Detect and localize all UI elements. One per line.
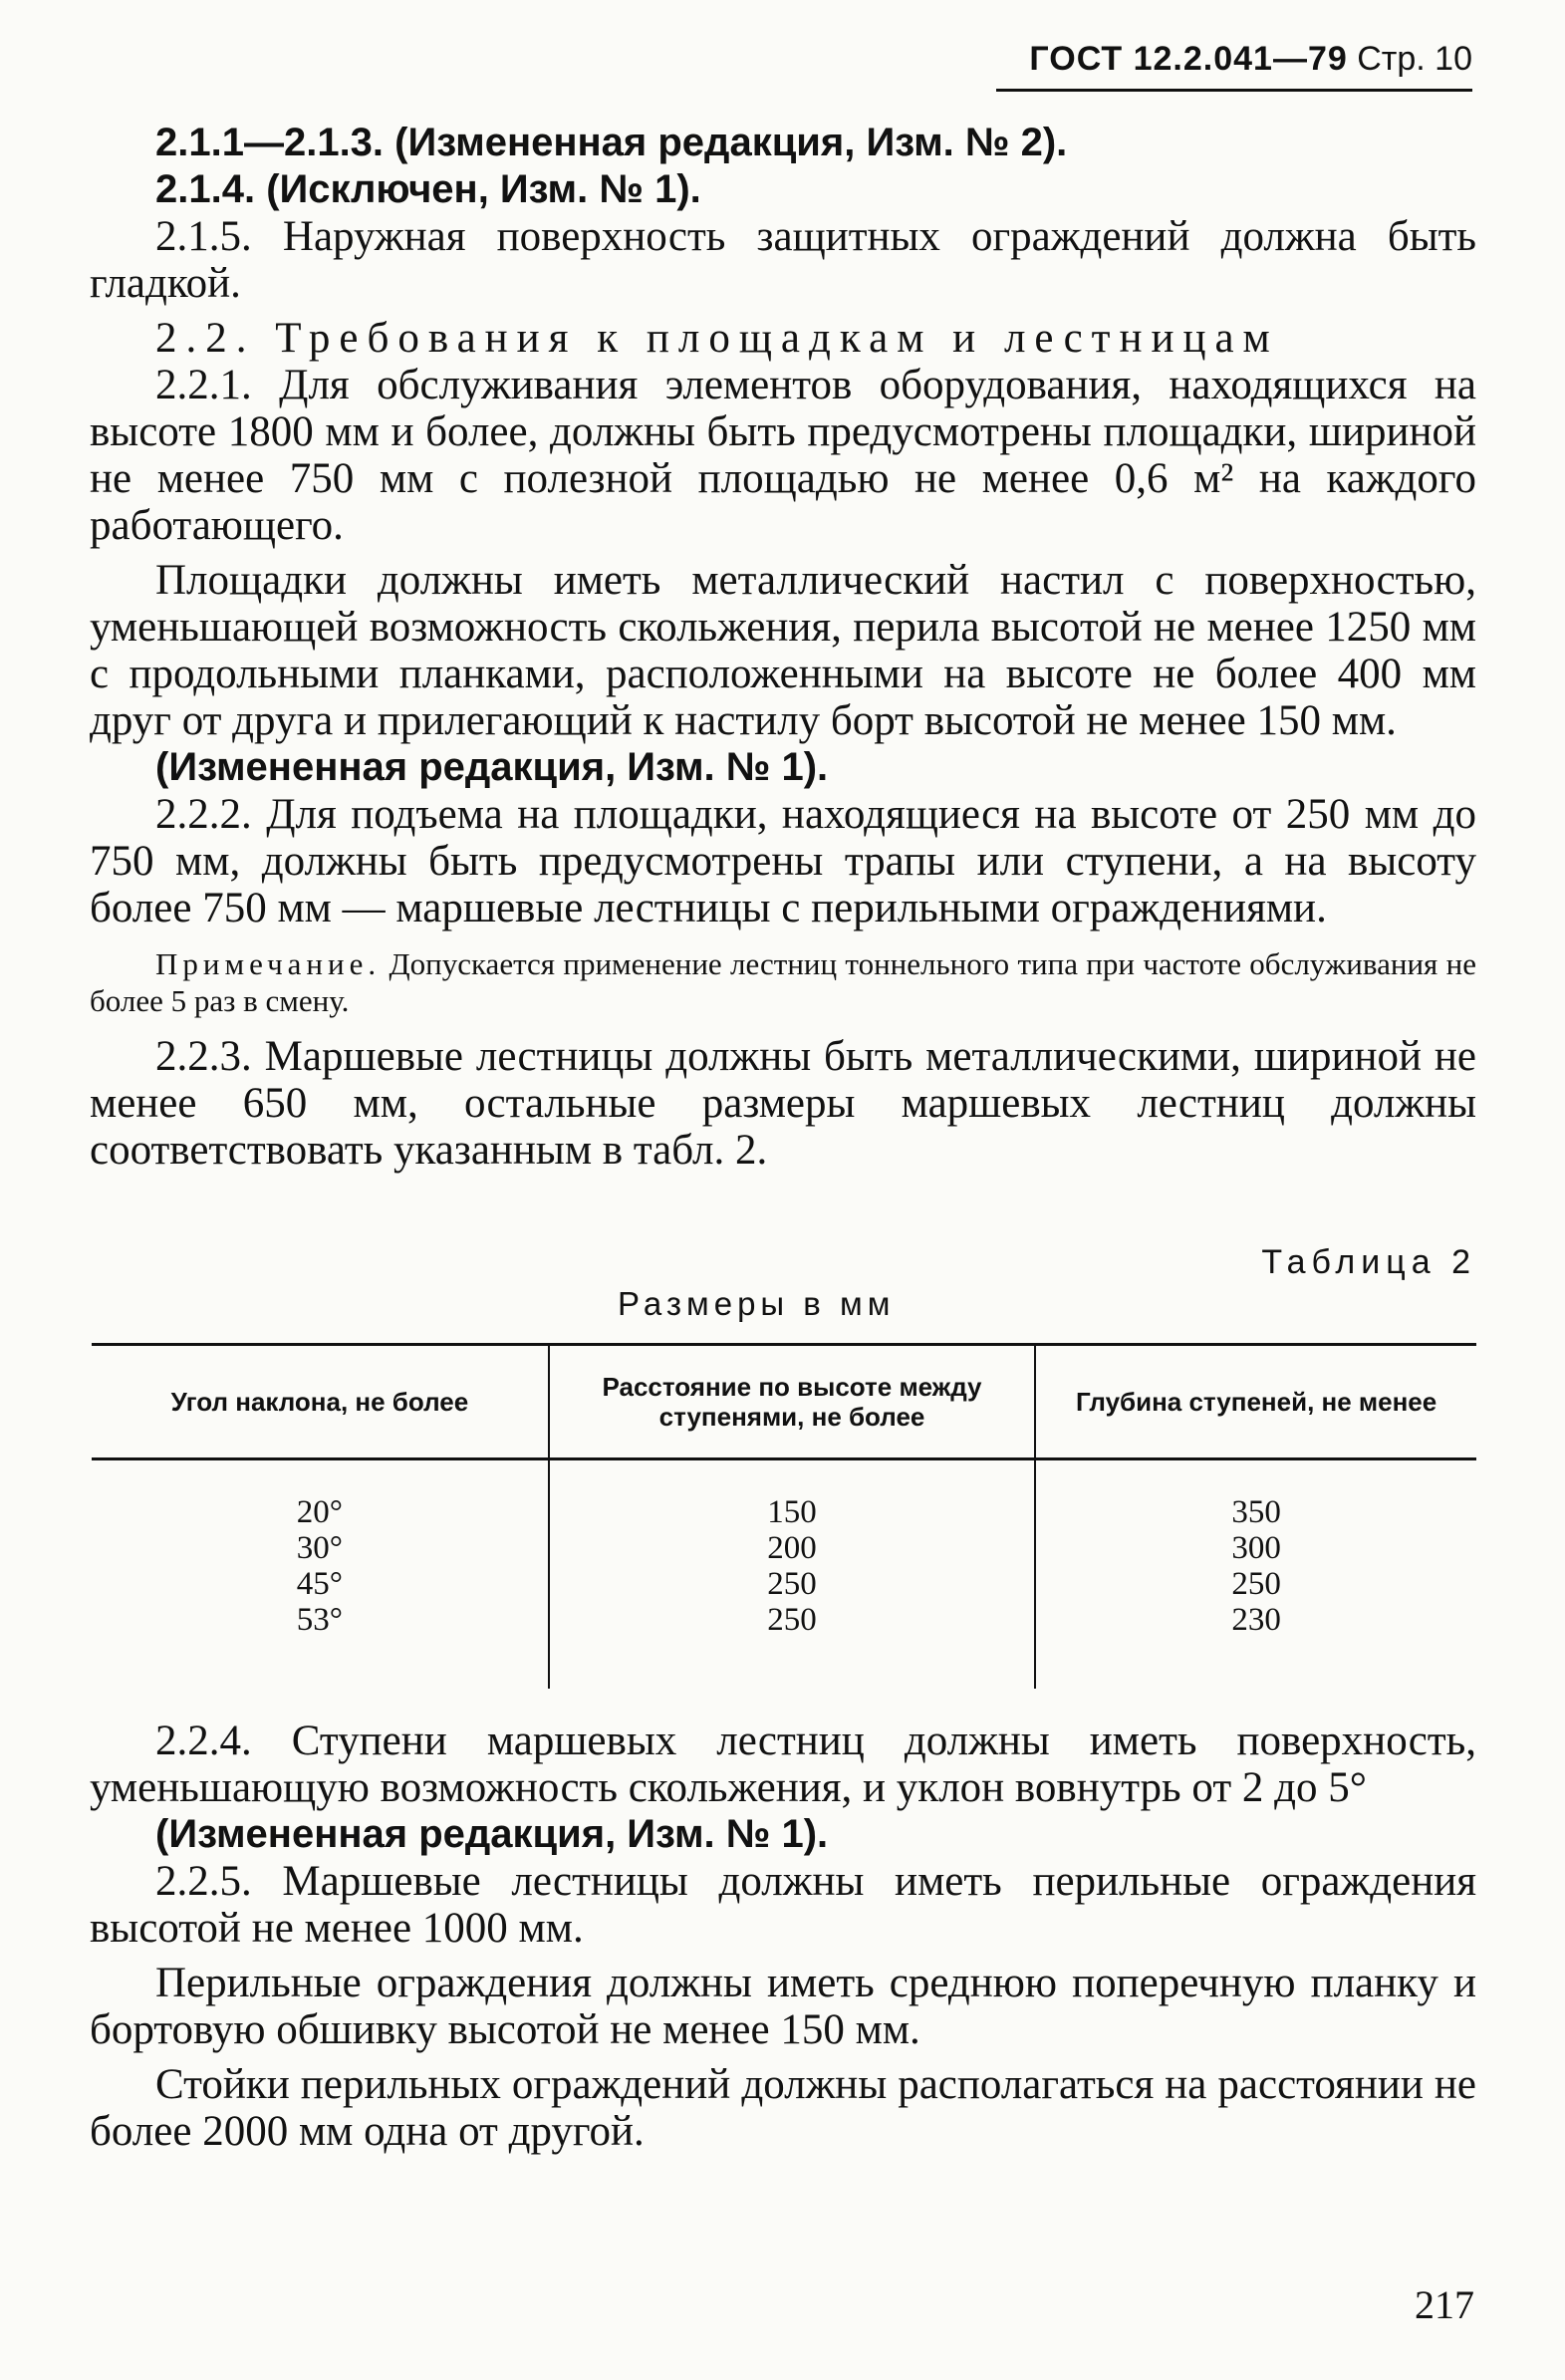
clause-2-2-4: 2.2.4. Ступени маршевых лестниц должны иметь поверхность, уменьшающую возможность скольжения, и уклон вовнутрь от 2 до 5° bbox=[90, 1718, 1476, 1811]
angle-value: 30° bbox=[296, 1530, 343, 1566]
header-step-height: Расстояние по высоте между ступенями, не более bbox=[549, 1345, 1035, 1459]
header-angle: Угол наклона, не более bbox=[92, 1345, 549, 1459]
step-depth-column bbox=[1035, 1459, 1476, 1690]
step-height-value: 200 bbox=[767, 1530, 817, 1566]
step-depth-value: 350 bbox=[1231, 1494, 1281, 1530]
step-height-column bbox=[549, 1459, 1035, 1690]
page-header bbox=[996, 40, 1472, 92]
angle-column bbox=[92, 1459, 549, 1690]
note-text: Допускается применение лестниц тоннельного типа при частоте обслуживания не более 5 раз в смену. bbox=[90, 946, 1476, 1018]
clause-2-2-2: 2.2.2. Для подъема на площадки, находящиеся на высоте от 250 мм до 750 мм, должны быть предусмотрены трапы или ступени, а на высоту более 750 мм — маршевые лестницы с перильными ограждениями. bbox=[90, 791, 1476, 931]
table-caption bbox=[90, 1243, 1476, 1323]
table-number: Таблица 2 bbox=[1261, 1243, 1476, 1281]
table-header-row bbox=[92, 1345, 1476, 1459]
page-label: Стр. 10 bbox=[1357, 40, 1472, 78]
clause-2-1-1: 2.1.1—2.1.3. (Измененная редакция, Изм. № 2). bbox=[155, 121, 1068, 164]
clause-2-1-5: 2.1.5. Наружная поверхность защитных ограждений должна быть гладкой. bbox=[90, 213, 1476, 307]
step-depth-value: 230 bbox=[1231, 1602, 1281, 1638]
header-step-depth: Глубина ступеней, не менее bbox=[1035, 1345, 1476, 1459]
note bbox=[90, 945, 1476, 1019]
amendment-note-1: (Измененная редакция, Изм. № 1). bbox=[155, 745, 829, 789]
step-height-value: 250 bbox=[767, 1566, 817, 1602]
clause-2-2-1-platforms: Площадки должны иметь металлический настил с поверхностью, уменьшающей возможность скольжения, перила высотой не менее 1250 мм с продольными планками, расположенными на высоте не более 400 мм друг от друга и прилегающий к настилу борт высотой не менее 150 мм. bbox=[90, 557, 1476, 744]
clause-2-2-5-railings: Перильные ограждения должны иметь среднюю поперечную планку и бортовую обшивку высотой не менее 150 мм. bbox=[90, 1960, 1476, 2053]
angle-value: 45° bbox=[296, 1566, 343, 1602]
amendment-note-2: (Измененная редакция, Изм. № 1). bbox=[155, 1812, 829, 1856]
table-units: Размеры в мм bbox=[618, 1285, 896, 1322]
section-2-2-heading: 2.2. Требования к площадкам и лестницам bbox=[155, 315, 1279, 362]
clause-2-1-4: 2.1.4. (Исключен, Изм. № 1). bbox=[155, 167, 701, 211]
stair-dimensions-table bbox=[92, 1343, 1476, 1689]
clause-2-2-5: 2.2.5. Маршевые лестницы должны иметь перильные ограждения высотой не менее 1000 мм. bbox=[90, 1858, 1476, 1952]
clause-2-2-5-posts: Стойки перильных ограждений должны располагаться на расстоянии не более 2000 мм одна от другой. bbox=[90, 2061, 1476, 2155]
note-label: Примечание. bbox=[155, 946, 382, 981]
angle-value: 20° bbox=[296, 1494, 343, 1530]
angle-value: 53° bbox=[296, 1602, 343, 1638]
standard-code: ГОСТ 12.2.041—79 bbox=[1029, 40, 1348, 78]
table-row bbox=[92, 1459, 1476, 1690]
step-depth-value: 300 bbox=[1231, 1530, 1281, 1566]
page-number: 217 bbox=[1415, 2282, 1474, 2327]
clause-2-2-1: 2.2.1. Для обслуживания элементов оборудования, находящихся на высоте 1800 мм и более, должны быть предусмотрены площадки, шириной не менее 750 мм с полезной площадью не менее 0,6 м² на каждого работающего. bbox=[90, 362, 1476, 549]
clause-2-2-3: 2.2.3. Маршевые лестницы должны быть металлическими, шириной не менее 650 мм, остальные размеры маршевых лестниц должны соответствовать указанным в табл. 2. bbox=[90, 1033, 1476, 1174]
step-height-value: 150 bbox=[767, 1494, 817, 1530]
text-block-bottom bbox=[90, 1718, 1476, 2155]
step-depth-value: 250 bbox=[1231, 1566, 1281, 1602]
step-height-value: 250 bbox=[767, 1602, 817, 1638]
text-block-top bbox=[90, 120, 1476, 1174]
